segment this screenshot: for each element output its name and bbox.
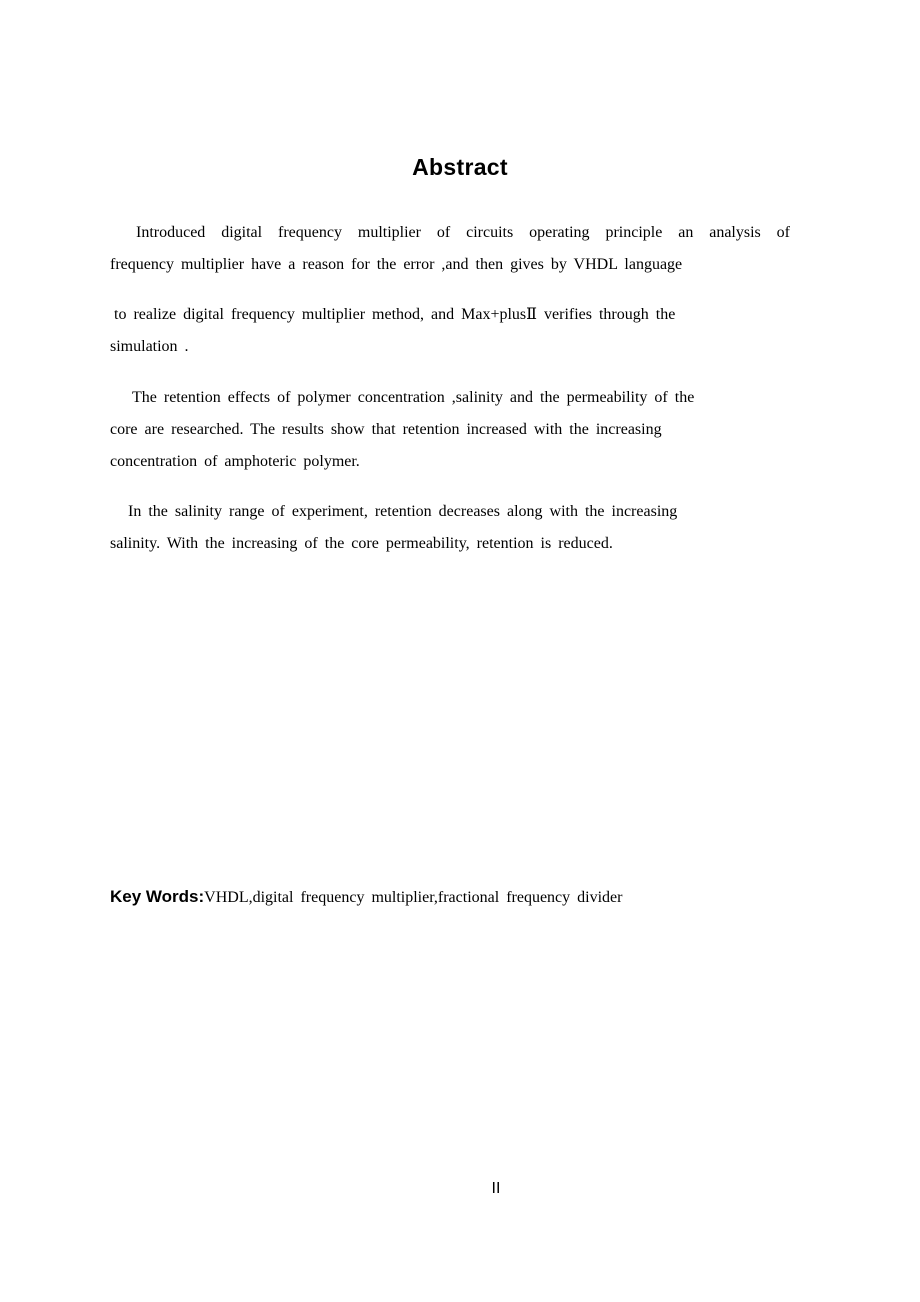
abstract-line-4: simulation .: [110, 338, 189, 355]
abstract-line-3: to realize digital frequency multiplier method, and Max+plusⅡ verifies through the: [114, 306, 676, 323]
abstract-line-2: frequency multiplier have a reason for the error ,and then gives by VHDL language: [110, 256, 683, 273]
abstract-line-1: Introduced digital frequency multiplier of circuits operating principle an analysis of: [136, 224, 790, 241]
abstract-title: Abstract: [412, 154, 508, 180]
abstract-line-8: In the salinity range of experiment, retention decreases along with the increasing: [128, 503, 678, 520]
abstract-line-9: salinity. With the increasing of the core permeability, retention is reduced.: [110, 535, 613, 552]
keywords-text: VHDL,digital frequency multiplier,fractional frequency divider: [204, 889, 623, 906]
abstract-line-6: core are researched. The results show that retention increased with the increasing: [110, 421, 662, 438]
page-number: II: [491, 1180, 501, 1197]
abstract-line-5: The retention effects of polymer concentration ,salinity and the permeability of the: [132, 389, 695, 406]
keywords-label: Key Words:: [110, 887, 205, 906]
keywords: [110, 887, 622, 908]
abstract-line-7: concentration of amphoteric polymer.: [110, 453, 360, 470]
